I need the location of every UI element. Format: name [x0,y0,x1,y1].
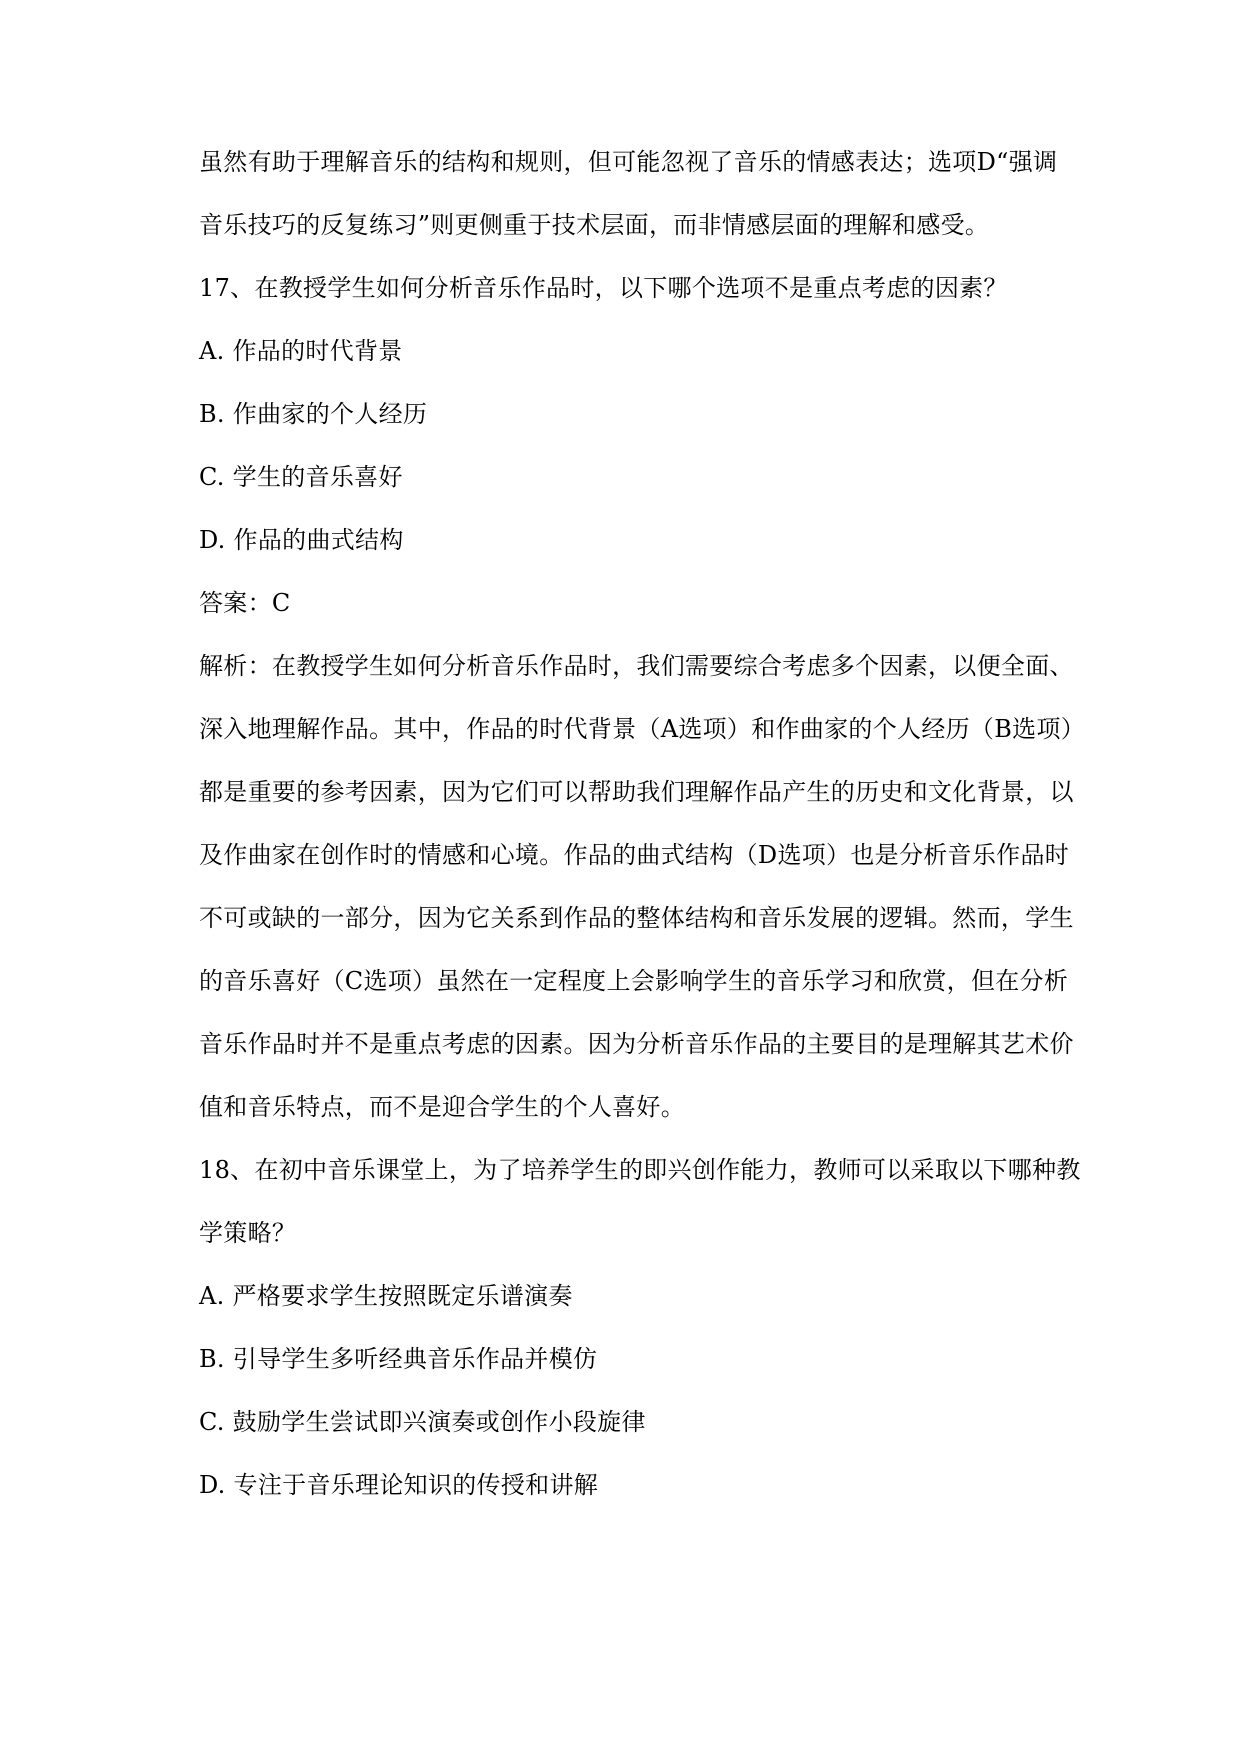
q17-option-d: D. 作品的曲式结构 [199,526,404,554]
q18-option-b: B. 引导学生多听经典音乐作品并模仿 [199,1345,598,1373]
question-18-line: 18、在初中音乐课堂上，为了培养学生的即兴创作能力，教师可以采取以下哪种教 [199,1156,1081,1184]
q17-analysis-line: 音乐作品时并不是重点考虑的因素。因为分析音乐作品的主要目的是理解其艺术价 [199,1030,1074,1058]
continuation-line: 音乐技巧的反复练习”则更侧重于技术层面，而非情感层面的理解和感受。 [199,211,990,239]
q17-analysis-line: 深入地理解作品。其中，作品的时代背景（A选项）和作曲家的个人经历（B选项） [199,715,1086,743]
q18-option-a: A. 严格要求学生按照既定乐谱演奏 [199,1282,573,1310]
q17-answer: 答案：C [199,589,291,617]
question-18-line: 学策略？ [199,1219,297,1247]
q18-option-c: C. 鼓励学生尝试即兴演奏或创作小段旋律 [199,1408,646,1436]
q17-analysis-line: 解析：在教授学生如何分析音乐作品时，我们需要综合考虑多个因素，以便全面、 [199,652,1074,680]
q17-analysis-line: 不可或缺的一部分，因为它关系到作品的整体结构和音乐发展的逻辑。然而，学生 [199,904,1074,932]
q17-option-b: B. 作曲家的个人经历 [199,400,428,428]
continuation-line: 虽然有助于理解音乐的结构和规则，但可能忽视了音乐的情感表达；选项D“强调 [199,148,1058,176]
q18-option-d: D. 专注于音乐理论知识的传授和讲解 [199,1471,599,1499]
q17-option-a: A. 作品的时代背景 [199,337,403,365]
q17-analysis-line: 值和音乐特点，而不是迎合学生的个人喜好。 [199,1093,685,1121]
q17-analysis-line: 及作曲家在创作时的情感和心境。作品的曲式结构（D选项）也是分析音乐作品时 [199,841,1070,869]
q17-analysis-line: 都是重要的参考因素，因为它们可以帮助我们理解作品产生的历史和文化背景，以 [199,778,1074,806]
q17-option-c: C. 学生的音乐喜好 [199,463,403,491]
q17-analysis-line: 的音乐喜好（C选项）虽然在一定程度上会影响学生的音乐学习和欣赏，但在分析 [199,967,1069,995]
question-17: 17、在教授学生如何分析音乐作品时，以下哪个选项不是重点考虑的因素？ [199,274,1008,302]
